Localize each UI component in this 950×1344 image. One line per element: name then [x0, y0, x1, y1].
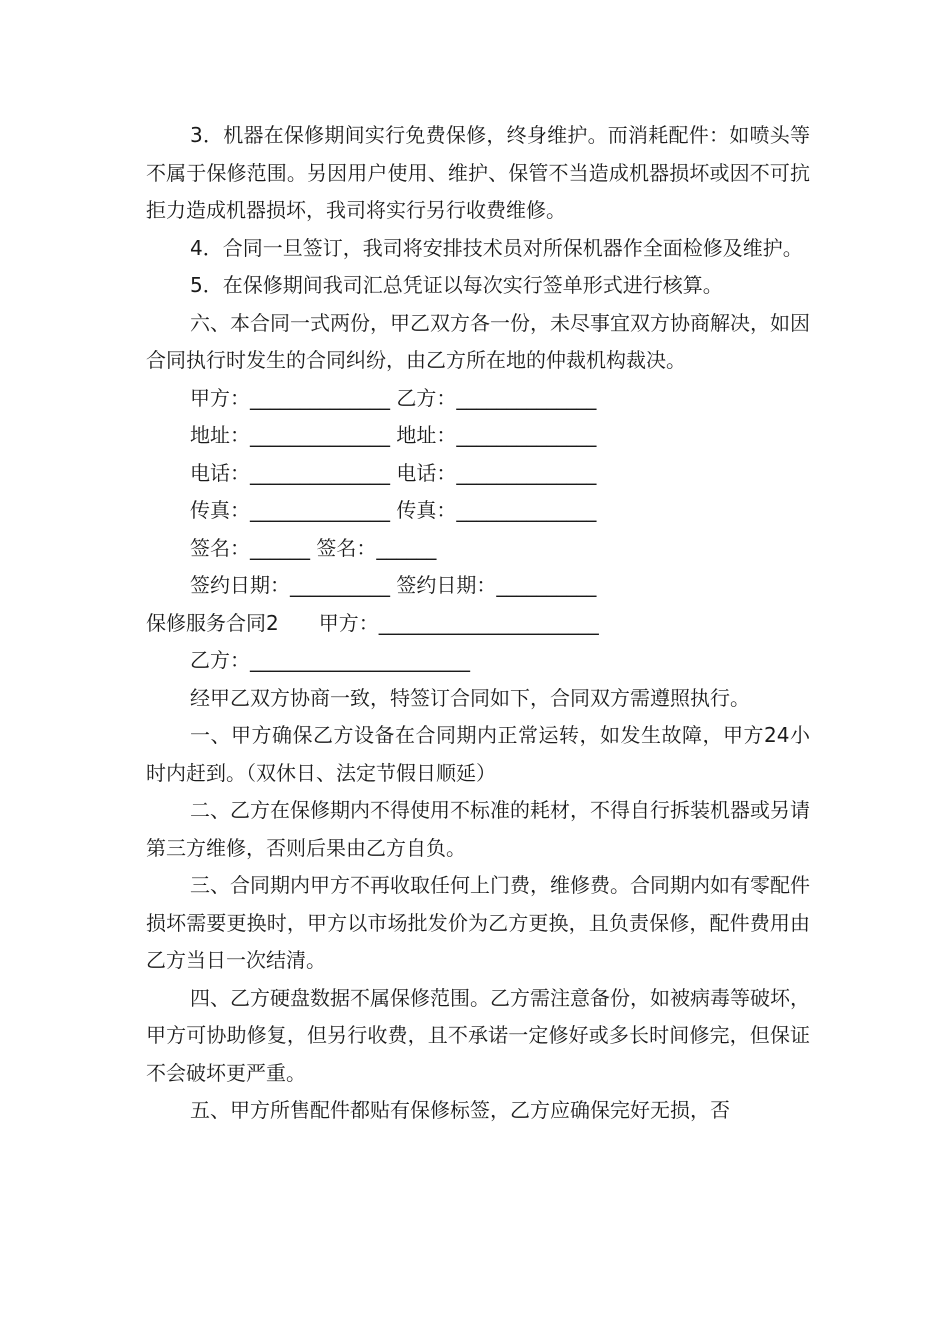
- document-page: [146, 117, 810, 1130]
- clause-4: 4．合同一旦签订，我司将安排技术员对所保机器作全面检修及维护。: [190, 235, 803, 260]
- contract2-clause-3: 三、合同期内甲方不再收取任何上门费，维修费。合同期内如有零配件损坏需要更换时，甲方以市场批发价为乙方更换，且负责保修，配件费用由乙方当日一次结清。: [146, 873, 810, 972]
- clause-3: 3．机器在保修期间实行免费保修，终身维护。而消耗配件：如喷头等不属于保修范围。另因用户使用、维护、保管不当造成机器损坏或因不可抗拒力造成机器损坏，我司将实行另行收费维修。: [146, 123, 810, 222]
- contract2-clause-4: 四、乙方硬盘数据不属保修范围。乙方需注意备份，如被病毒等破坏，甲方可协助修复，但另行收费，且不承诺一定修好或多长时间修完，但保证不会破坏更严重。: [146, 985, 810, 1085]
- signature-sign: 签名：______ 签名：______: [190, 535, 437, 560]
- contract2-intro: 经甲乙双方协商一致，特签订合同如下，合同双方需遵照执行。: [190, 685, 750, 710]
- clause-5: 5．在保修期间我司汇总凭证以每次实行签单形式进行核算。: [190, 273, 723, 297]
- signature-date: 签约日期：__________ 签约日期：__________: [190, 573, 597, 597]
- contract2-clause-5: 五、甲方所售配件都贴有保修标签，乙方应确保完好无损，否: [190, 1098, 730, 1122]
- clause-six: 六、本合同一式两份，甲乙双方各一份，未尽事宜双方协商解决，如因合同执行时发生的合同纠纷，由乙方所在地的仲裁机构裁决。: [146, 310, 810, 372]
- contract2-clause-2: 二、乙方在保修期内不得使用不标准的耗材，不得自行拆装机器或另请第三方维修，否则后果由乙方自负。: [146, 798, 810, 860]
- signature-phone: 电话：______________ 电话：______________: [190, 460, 597, 485]
- signature-fax: 传真：______________ 传真：______________: [190, 498, 597, 522]
- signature-address: 地址：______________ 地址：______________: [190, 423, 597, 447]
- contract2-clause-1: 一、甲方确保乙方设备在合同期内正常运转，如发生故障，甲方24小时内赶到。（双休日、法定节假日顺延）: [146, 723, 810, 785]
- contract2-heading: 保修服务合同2 甲方：______________________: [146, 610, 599, 635]
- contract2-party-b: 乙方：______________________: [190, 648, 470, 672]
- signature-party-a-b: 甲方：______________ 乙方：______________: [190, 385, 597, 410]
